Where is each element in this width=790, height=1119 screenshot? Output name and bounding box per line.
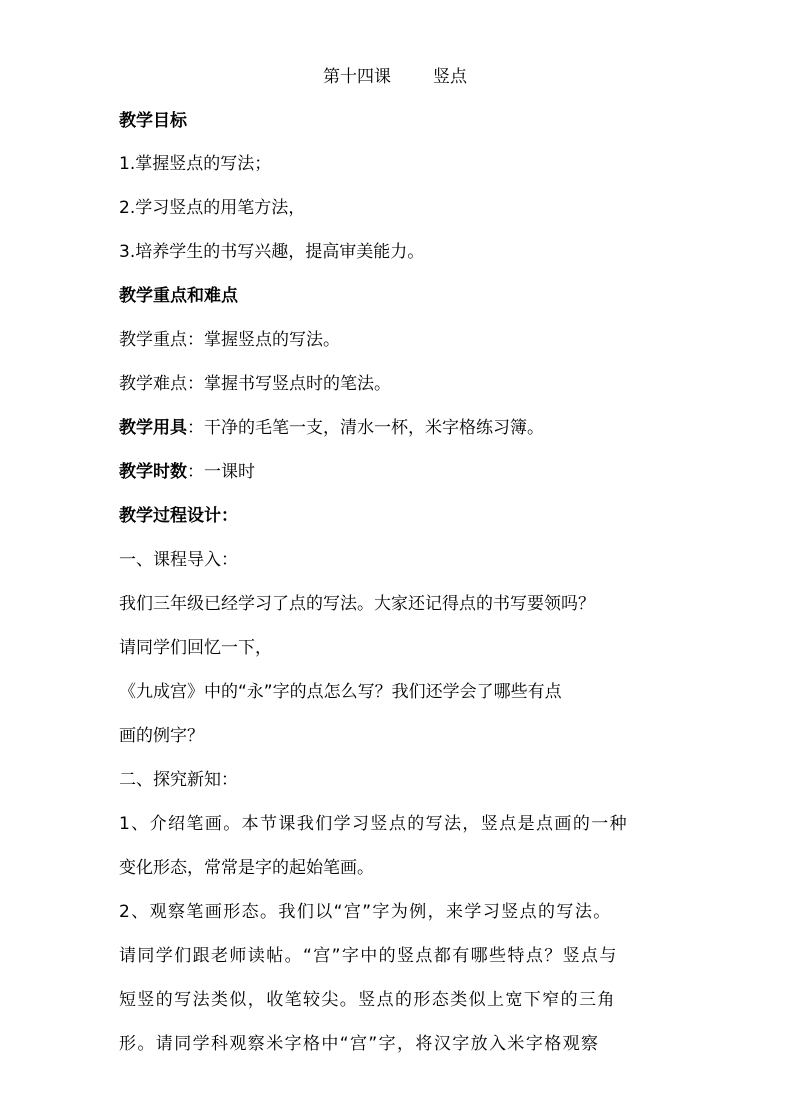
part2-line-1: 1、介绍笔画。本节课我们学习竖点的写法，竖点是点画的一种 <box>119 814 629 834</box>
teaching-tools-text: ：干净的毛笔一支，清水一杯，米字格练习簿。 <box>187 418 544 438</box>
part2-line-5: 短竖的写法类似，收笔较尖。竖点的形态类似上宽下窄的三角 <box>119 990 616 1010</box>
lesson-number: 第十四课 <box>323 67 391 87</box>
lesson-title <box>0 64 790 90</box>
part1-heading: 一、课程导入： <box>119 550 238 570</box>
difficult-point-text: 教学难点：掌握书写竖点时的笔法。 <box>119 374 391 394</box>
part2-line-3: 2、观察笔画形态。我们以“宫”字为例，来学习竖点的写法。 <box>119 902 612 922</box>
objective-item-2: 2.学习竖点的用笔方法， <box>119 198 306 218</box>
part1-line-3: 《九成宫》中的“永”字的点怎么写？我们还学会了哪些有点 <box>119 682 562 702</box>
part1-line-1: 我们三年级已经学习了点的写法。大家还记得点的书写要领吗？ <box>119 594 595 614</box>
process-heading: 教学过程设计： <box>119 506 238 526</box>
teaching-hours <box>119 459 255 485</box>
objective-item-3: 3.培养学生的书写兴趣，提高审美能力。 <box>119 242 425 262</box>
key-point-text: 教学重点：掌握竖点的写法。 <box>119 330 340 350</box>
teaching-tools <box>119 415 544 441</box>
part2-line-2: 变化形态，常常是字的起始笔画。 <box>119 858 374 878</box>
part2-line-4: 请同学们跟老师读帖。“宫”字中的竖点都有哪些特点？竖点与 <box>119 946 618 966</box>
objective-item-1: 1.掌握竖点的写法； <box>119 154 272 174</box>
part1-line-2: 请同学们回忆一下， <box>119 638 272 658</box>
objectives-heading: 教学目标 <box>119 111 187 131</box>
teaching-hours-label: 教学时数 <box>119 462 187 482</box>
teaching-hours-text: ：一课时 <box>187 462 255 482</box>
part1-line-4: 画的例字？ <box>119 726 204 746</box>
lesson-topic: 竖点 <box>433 67 467 87</box>
teaching-tools-label: 教学用具 <box>119 418 187 438</box>
part2-heading: 二、探究新知： <box>119 770 238 790</box>
part2-line-6: 形。请同学科观察米字格中“宫”字，将汉字放入米字格观察 <box>119 1034 600 1054</box>
key-points-heading: 教学重点和难点 <box>119 286 238 306</box>
